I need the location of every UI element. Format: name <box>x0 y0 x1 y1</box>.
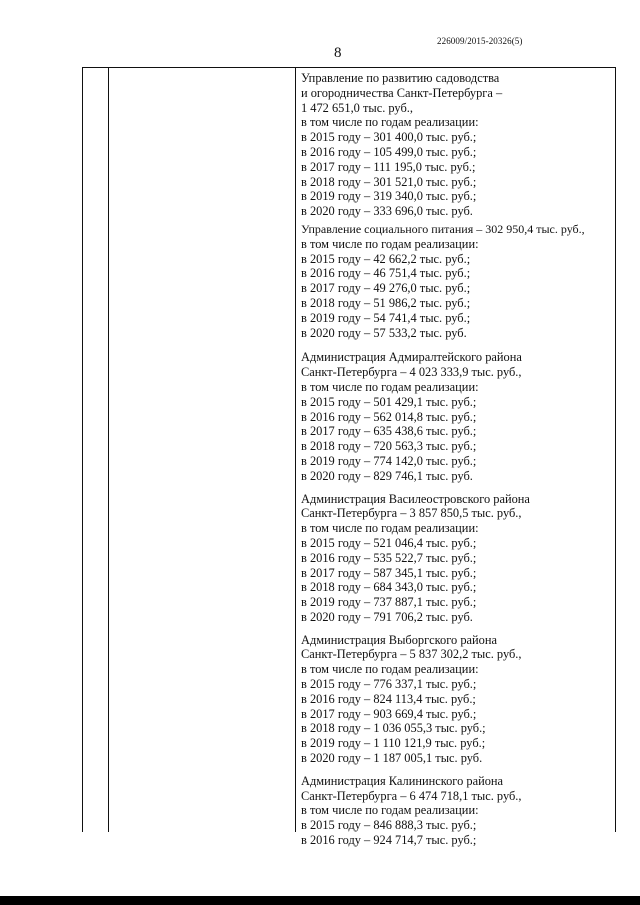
text-line: в 2015 году – 301 400,0 тыс. руб.; <box>301 130 477 145</box>
document-number: 226009/2015-20326(5) <box>437 36 523 46</box>
text-line: в 2016 году – 824 113,4 тыс. руб.; <box>301 691 476 706</box>
page-number: 8 <box>334 45 342 61</box>
text-line: в 2015 году – 776 337,1 тыс. руб.; <box>301 677 477 692</box>
text-line: Администрация Выборгского района <box>301 632 497 647</box>
text-line: в 2018 году – 684 343,0 тыс. руб.; <box>301 580 477 595</box>
text-line: в 2015 году – 42 662,2 тыс. руб.; <box>301 251 471 266</box>
text-line: в 2020 году – 791 706,2 тыс. руб. <box>301 609 473 624</box>
funding-block-social-nutrition <box>301 222 611 340</box>
text-line: в 2019 году – 319 340,0 тыс. руб.; <box>301 189 477 204</box>
text-line: в 2016 году – 562 014,8 тыс. руб.; <box>301 409 477 424</box>
scan-bottom-edge <box>0 896 640 905</box>
table-column-divider-2 <box>295 67 296 832</box>
text-line: Администрация Василеостровского района <box>301 491 530 506</box>
text-line: в 2020 году – 333 696,0 тыс. руб. <box>301 204 473 219</box>
text-line: в том числе по годам реализации: <box>301 521 479 536</box>
text-line: Администрация Калининского района <box>301 773 504 788</box>
text-line: в 2020 году – 1 187 005,1 тыс. руб. <box>301 751 483 766</box>
text-line: в 2019 году – 774 142,0 тыс. руб.; <box>301 453 477 468</box>
funding-text-cell <box>301 71 611 856</box>
text-line: в 2017 году – 587 345,1 тыс. руб.; <box>301 565 477 580</box>
funding-block-vasileostrovsky <box>301 492 611 625</box>
table-top-border <box>82 67 616 68</box>
funding-block-gardening <box>301 71 611 219</box>
text-line: в том числе по годам реализации: <box>301 115 479 130</box>
text-line: в 2018 году – 1 036 055,3 тыс. руб.; <box>301 721 486 736</box>
text-line: в 2017 году – 111 195,0 тыс. руб.; <box>301 159 476 174</box>
text-line: в 2017 году – 635 438,6 тыс. руб.; <box>301 424 477 439</box>
table-right-border <box>615 67 616 832</box>
funding-block-admiralteysky <box>301 350 611 483</box>
text-line: в 2018 году – 51 986,2 тыс. руб.; <box>301 295 471 310</box>
text-line: и огородничества Санкт-Петербурга – <box>301 85 503 100</box>
text-line: Управление по развитию садоводства <box>301 71 500 85</box>
text-line: Санкт-Петербурга – 6 474 718,1 тыс. руб., <box>301 788 522 803</box>
text-line: в 2019 году – 54 741,4 тыс. руб.; <box>301 310 471 325</box>
text-line: в 2018 году – 720 563,3 тыс. руб.; <box>301 439 477 454</box>
text-line: Санкт-Петербурга – 3 857 850,5 тыс. руб., <box>301 506 522 521</box>
text-line: в 2019 году – 737 887,1 тыс. руб.; <box>301 595 477 610</box>
table-left-border <box>82 67 83 832</box>
text-line: в 2019 году – 1 110 121,9 тыс. руб.; <box>301 736 486 751</box>
text-line: 1 472 651,0 тыс. руб., <box>301 100 413 115</box>
text-line: в 2017 году – 49 276,0 тыс. руб.; <box>301 281 471 296</box>
funding-block-vyborgsky <box>301 633 611 766</box>
text-line: в 2016 году – 46 751,4 тыс. руб.; <box>301 266 471 281</box>
text-line: Управление социального питания – 302 950,4 тыс. руб., <box>301 221 585 236</box>
text-line: Санкт-Петербурга – 5 837 302,2 тыс. руб., <box>301 647 522 662</box>
text-line: в том числе по годам реализации: <box>301 662 479 677</box>
text-line: в 2016 году – 105 499,0 тыс. руб.; <box>301 144 477 159</box>
text-line: в 2015 году – 521 046,4 тыс. руб.; <box>301 535 477 550</box>
text-line: в 2015 году – 501 429,1 тыс. руб.; <box>301 394 477 409</box>
text-line: в 2020 году – 57 533,2 тыс. руб. <box>301 325 467 340</box>
text-line: в 2016 году – 535 522,7 тыс. руб.; <box>301 550 477 565</box>
text-line: Администрация Адмиралтейского района <box>301 350 522 365</box>
table-column-divider-1 <box>108 67 109 832</box>
text-line: в том числе по годам реализации: <box>301 236 479 251</box>
funding-block-kalininsky <box>301 774 611 848</box>
text-line: в том числе по годам реализации: <box>301 803 479 818</box>
text-line: в 2020 году – 829 746,1 тыс. руб. <box>301 468 473 483</box>
text-line: в 2017 году – 903 669,4 тыс. руб.; <box>301 706 477 721</box>
text-line: в 2016 году – 924 714,7 тыс. руб.; <box>301 833 477 848</box>
text-line: в 2018 году – 301 521,0 тыс. руб.; <box>301 174 477 189</box>
text-line: в 2015 году – 846 888,3 тыс. руб.; <box>301 818 477 833</box>
text-line: в том числе по годам реализации: <box>301 379 479 394</box>
text-line: Санкт-Петербурга – 4 023 333,9 тыс. руб., <box>301 365 522 380</box>
